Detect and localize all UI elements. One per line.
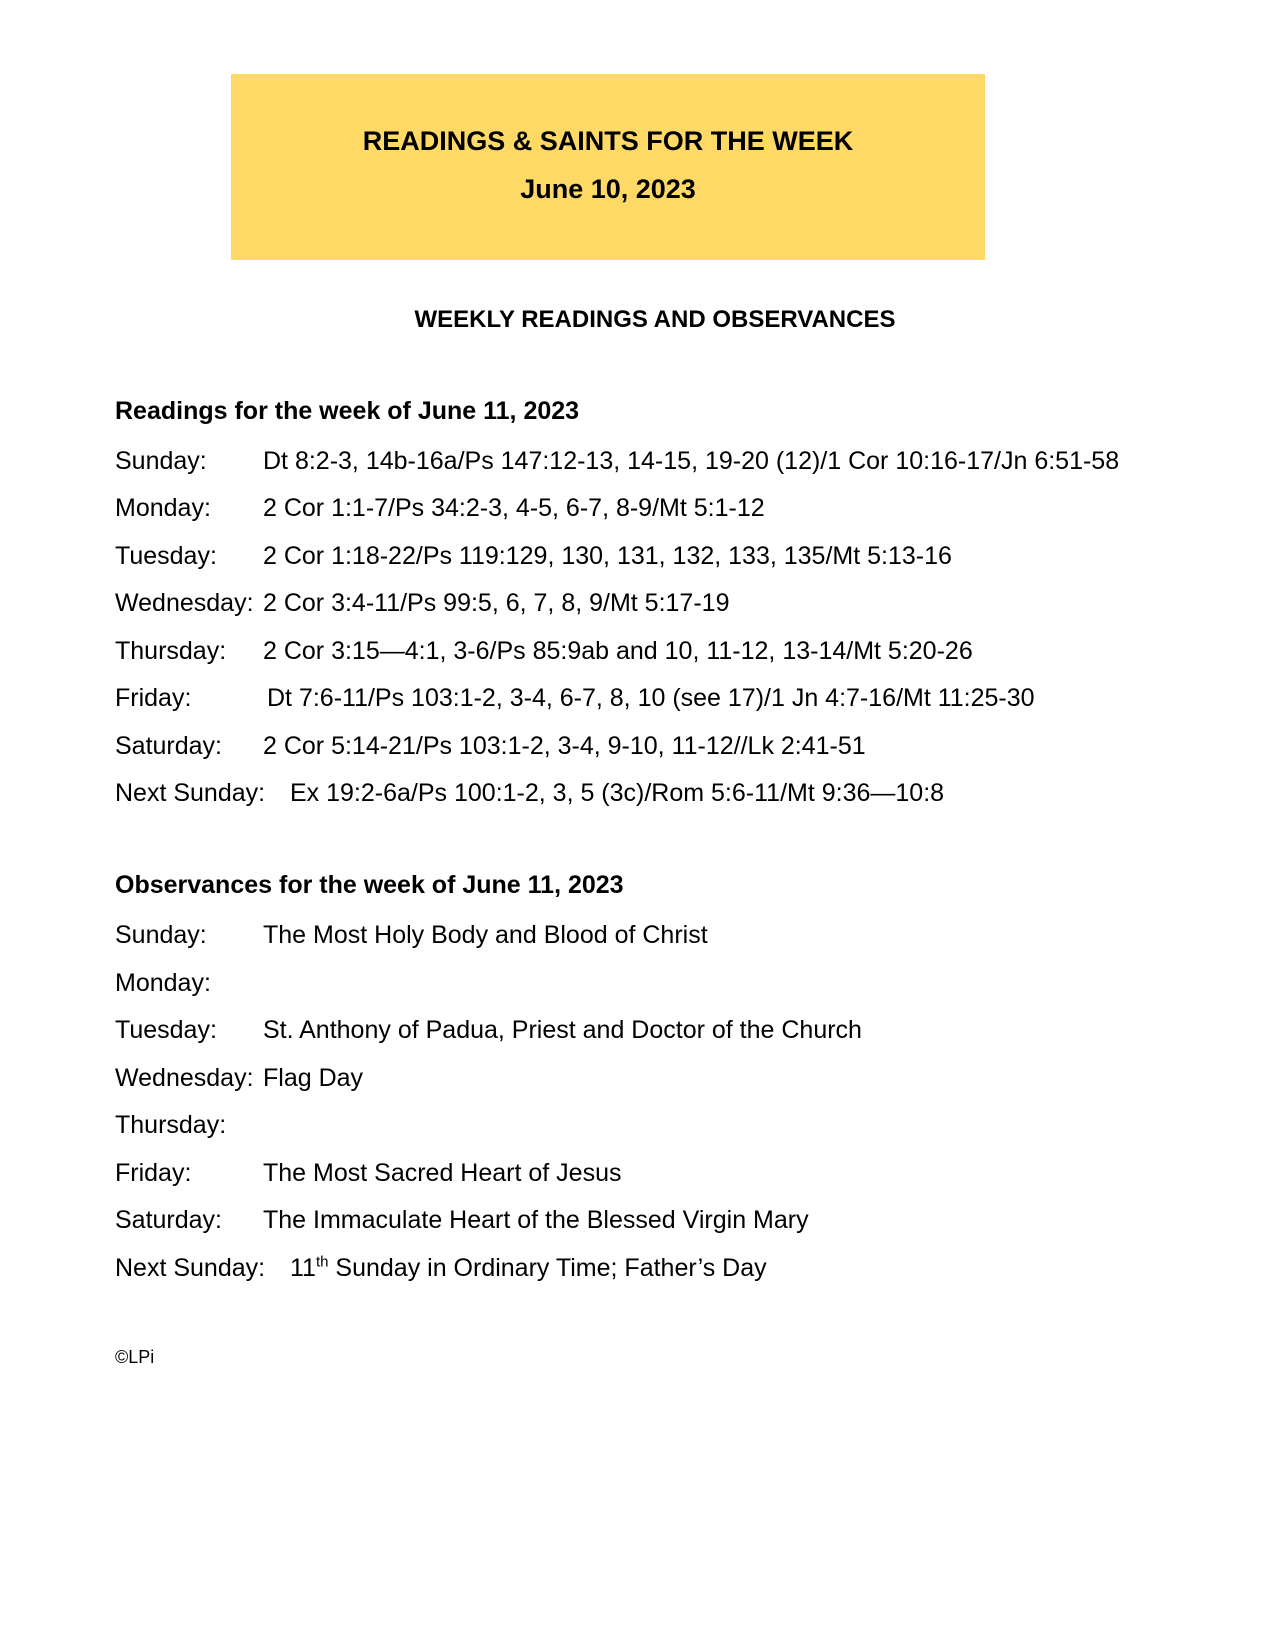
observance-day: Thursday: <box>115 1111 227 1139</box>
reading-day: Saturday: <box>115 732 223 760</box>
reading-text: 2 Cor 3:15—4:1, 3-6/Ps 85:9ab and 10, 11-12, 13-14/Mt 5:20-26 <box>263 637 973 665</box>
reading-day: Thursday: <box>115 637 227 665</box>
observance-rest: Sunday in Ordinary Time; Father’s Day <box>328 1254 767 1282</box>
reading-day: Monday: <box>115 494 211 522</box>
reading-day: Tuesday: <box>115 542 217 570</box>
banner-title: READINGS & SAINTS FOR THE WEEK <box>362 126 854 156</box>
observance-day: Sunday: <box>115 921 207 949</box>
observance-text <box>290 1251 767 1285</box>
observances-heading: Observances for the week of June 11, 2023 <box>115 871 624 899</box>
reading-day: Next Sunday: <box>115 779 266 807</box>
reading-text: Ex 19:2-6a/Ps 100:1-2, 3, 5 (3c)/Rom 5:6-11/Mt 9:36—10:8 <box>290 779 945 807</box>
reading-text: 2 Cor 1:18-22/Ps 119:129, 130, 131, 132, 133, 135/Mt 5:13-16 <box>263 542 952 570</box>
ordinal-suffix: th <box>315 1253 329 1271</box>
reading-day: Friday: <box>115 684 192 712</box>
reading-text: Dt 8:2-3, 14b-16a/Ps 147:12-13, 14-15, 19-20 (12)/1 Cor 10:16-17/Jn 6:51-58 <box>263 447 1120 475</box>
copyright-notice: ©LPi <box>115 1347 155 1367</box>
reading-day: Wednesday: <box>115 589 254 617</box>
reading-text: Dt 7:6-11/Ps 103:1-2, 3-4, 6-7, 8, 10 (see 17)/1 Jn 4:7-16/Mt 11:25-30 <box>267 684 1035 712</box>
observance-day: Monday: <box>115 969 211 997</box>
reading-text: 2 Cor 3:4-11/Ps 99:5, 6, 7, 8, 9/Mt 5:17-19 <box>263 589 730 617</box>
title-banner <box>231 74 985 260</box>
observance-text: The Most Sacred Heart of Jesus <box>263 1159 622 1187</box>
section-title: WEEKLY READINGS AND OBSERVANCES <box>414 306 896 333</box>
observance-day: Friday: <box>115 1159 192 1187</box>
observance-day: Saturday: <box>115 1206 223 1234</box>
observance-day: Wednesday: <box>115 1064 254 1092</box>
banner-date: June 10, 2023 <box>520 174 696 204</box>
observance-text: Flag Day <box>263 1064 364 1092</box>
readings-heading: Readings for the week of June 11, 2023 <box>115 397 580 425</box>
observance-text: St. Anthony of Padua, Priest and Doctor of the Church <box>263 1016 862 1044</box>
reading-text: 2 Cor 1:1-7/Ps 34:2-3, 4-5, 6-7, 8-9/Mt 5:1-12 <box>263 494 765 522</box>
observance-day: Tuesday: <box>115 1016 217 1044</box>
reading-text: 2 Cor 5:14-21/Ps 103:1-2, 3-4, 9-10, 11-12//Lk 2:41-51 <box>263 732 866 760</box>
observance-text: The Immaculate Heart of the Blessed Virgin Mary <box>263 1206 809 1234</box>
ordinal-number: 11 <box>290 1254 316 1282</box>
observance-day: Next Sunday: <box>115 1254 266 1282</box>
observance-text: The Most Holy Body and Blood of Christ <box>263 921 708 949</box>
reading-day: Sunday: <box>115 447 207 475</box>
